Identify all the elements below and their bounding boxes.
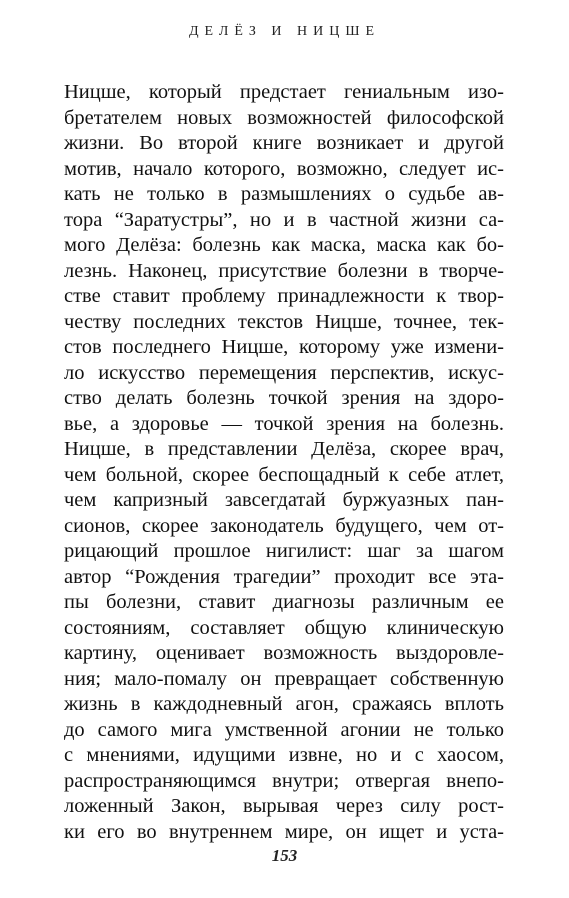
- text-line: лезнь. Наконец, присутствие болезни в творче-: [64, 259, 504, 282]
- text-line: мотив, начало которого, возможно, следует ис-: [64, 157, 504, 180]
- text-line: сионов, скорее законодатель будущего, чем от-: [64, 514, 504, 537]
- text-line: автор “Рождения трагедии” проходит все эта-: [64, 565, 504, 588]
- text-line: жизни. Во второй книге возникает и другой: [64, 132, 504, 154]
- running-header: ДЕЛЁЗ И НИЦШЕ: [188, 24, 381, 39]
- text-line: стве ставит проблему принадлежности к твор-: [64, 285, 504, 307]
- text-line: распространяющимся внутри; отвергая внепо-: [64, 769, 504, 792]
- text-line: рицающий прошлое нигилист: шаг за шагом: [64, 540, 504, 562]
- text-line: честву последних текстов Ницше, точнее, тек-: [64, 310, 504, 333]
- text-line: Ницше, в представлении Делёза, скорее врач,: [64, 438, 504, 460]
- text-line: картину, оценивает возможность выздоровле-: [64, 642, 504, 664]
- text-line: состояниям, составляет общую клиническую: [64, 616, 504, 639]
- text-line: кать не только в размышлениях о судьбе ав-: [64, 183, 504, 205]
- text-line: ки его во внутреннем мире, он ищет и уста-: [64, 820, 504, 843]
- text-line: ство делать болезнь точкой зрения на здоро-: [64, 387, 504, 409]
- text-line: вье, а здоровье — точкой зрения на болезнь.: [64, 412, 504, 435]
- text-line: пы болезни, ставит диагнозы различным ее: [64, 591, 504, 613]
- text-line: чем больной, скорее беспощадный к себе атлет,: [64, 463, 504, 486]
- text-line: бретателем новых возможностей философской: [64, 106, 504, 129]
- text-line: чем капризный завсегдатай буржуазных пан-: [64, 489, 504, 511]
- text-line: тора “Заратустры”, но и в частной жизни са-: [64, 208, 504, 231]
- body-text: [64, 80, 504, 845]
- page-number: 153: [271, 846, 298, 865]
- text-line: ложенный Закон, вырывая через силу рост-: [64, 795, 504, 817]
- text-line: жизнь в каждодневный агон, сражаясь вплоть: [64, 693, 504, 715]
- text-line: мого Делёза: болезнь как маска, маска как бо-: [64, 234, 504, 256]
- text-line: ло искусство перемещения перспектив, искус-: [64, 361, 504, 384]
- text-line: Ницше, который предстает гениальным изо-: [64, 81, 504, 103]
- text-line: до самого мига умственной агонии не только: [64, 718, 504, 741]
- text-line: с мнениями, идущими извне, но и с хаосом,: [64, 744, 504, 766]
- text-line: ния; мало-помалу он превращает собственную: [64, 667, 504, 690]
- text-line: стов последнего Ницше, которому уже измени-: [64, 336, 504, 358]
